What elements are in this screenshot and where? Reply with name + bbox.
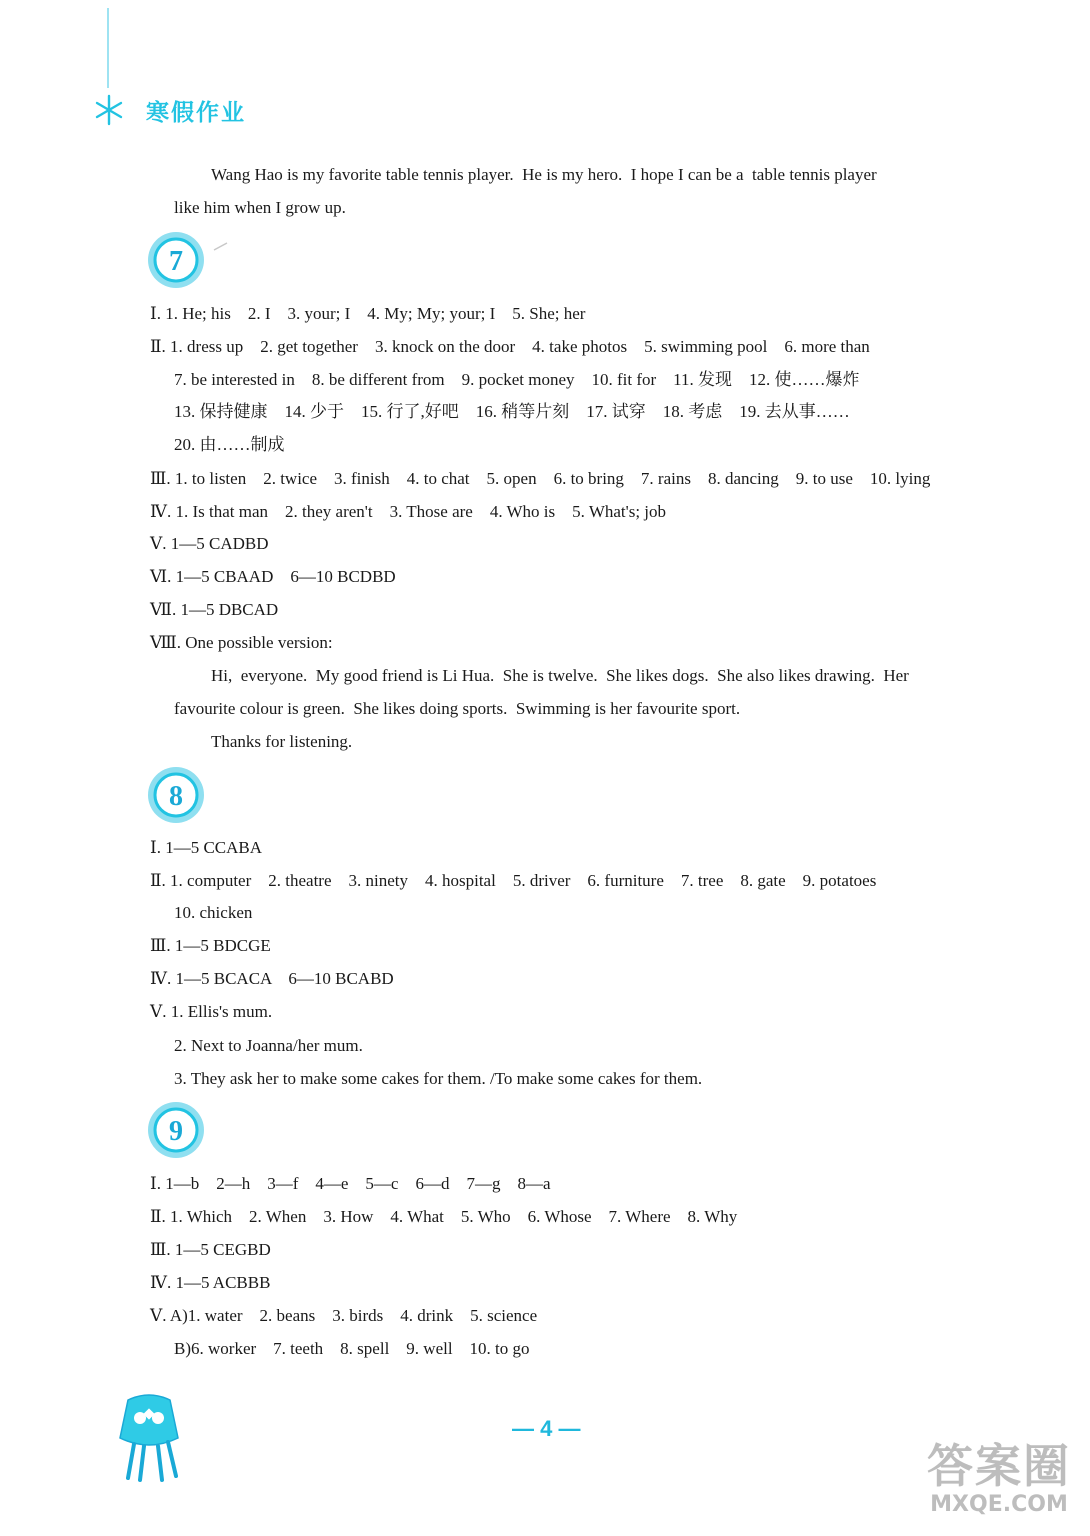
s7-line: Ⅷ. One possible version: [150, 633, 333, 652]
watermark-chars: 答案圈 [927, 1439, 1071, 1493]
section-8-badge [146, 765, 206, 825]
s8-line: Ⅲ. 1—5 BDCGE [150, 936, 271, 955]
s8-line: 2. Next to Joanna/her mum. [174, 1036, 363, 1055]
section-9-badge [146, 1100, 206, 1160]
s8-line: 3. They ask her to make some cakes for them. /To make some cakes for them. [174, 1069, 703, 1088]
watermark-url: MXQE.COM [930, 1492, 1068, 1517]
intro-line-2: like him when I grow up. [174, 198, 346, 217]
s7-line: 13. 保持健康 14. 少于 15. 行了,好吧 16. 稍等片刻 17. 试穿 18. 考虑 19. 去从事…… [174, 402, 850, 421]
s7-line: Ⅱ. 1. dress up 2. get together 3. knock on the door 4. take photos 5. swimming pool 6. more than [150, 337, 870, 356]
s8-line: Ⅴ. 1. Ellis's mum. [150, 1002, 273, 1021]
s7-line: 7. be interested in 8. be different from 9. pocket money 10. fit for 11. 发现 12. 使……爆炸 [174, 370, 860, 389]
s9-line: Ⅳ. 1—5 ACBBB [150, 1273, 271, 1292]
s7-line: Ⅲ. 1. to listen 2. twice 3. finish 4. to chat 5. open 6. to bring 7. rains 8. dancing 9. to use 10. lying [150, 469, 931, 488]
s8-line: Ⅱ. 1. computer 2. theatre 3. ninety 4. hospital 5. driver 6. furniture 7. tree 8. gate 9. potatoes [150, 871, 877, 890]
section-9-number: 9 [169, 1116, 183, 1147]
snowflake-icon [92, 93, 126, 127]
s9-line: Ⅲ. 1—5 CEGBD [150, 1240, 271, 1259]
intro-line-1: Wang Hao is my favorite table tennis player. He is my hero. I hope I can be a table tennis player [211, 165, 877, 184]
s9-line: B)6. worker 7. teeth 8. spell 9. well 10. to go [174, 1339, 530, 1358]
section-8-number: 8 [169, 781, 183, 812]
s7-line: Ⅶ. 1—5 DBCAD [150, 600, 279, 619]
s7-line: Hi, everyone. My good friend is Li Hua. She is twelve. She likes dogs. She also likes drawing. Her [211, 666, 909, 685]
mascot-icon [110, 1388, 188, 1484]
s7-line: Ⅳ. 1. Is that man 2. they aren't 3. Those are 4. Who is 5. What's; job [150, 502, 667, 521]
s7-line: Thanks for listening. [211, 732, 353, 751]
watermark [914, 1440, 1084, 1532]
section-7-number: 7 [169, 246, 183, 277]
header-title: 寒假作业 [146, 100, 246, 126]
header-vertical-line [107, 8, 109, 88]
s7-line: Ⅰ. 1. He; his 2. I 3. your; I 4. My; My; your; I 5. She; her [150, 304, 586, 323]
s7-line: Ⅴ. 1—5 CADBD [150, 534, 269, 553]
section-7-badge [146, 230, 206, 290]
page-number: — 4 — [512, 1416, 581, 1441]
s9-line: Ⅰ. 1—b 2—h 3—f 4—e 5—c 6—d 7—g 8—a [150, 1174, 551, 1193]
s8-line: Ⅳ. 1—5 BCACA 6—10 BCABD [150, 969, 394, 988]
s9-line: Ⅴ. A)1. water 2. beans 3. birds 4. drink 5. science [150, 1306, 538, 1325]
s8-line: Ⅰ. 1—5 CCABA [150, 838, 263, 857]
s9-line: Ⅱ. 1. Which 2. When 3. How 4. What 5. Who 6. Whose 7. Where 8. Why [150, 1207, 738, 1226]
s7-line: 20. 由……制成 [174, 435, 285, 454]
s8-line: 10. chicken [174, 903, 253, 922]
s7-line: Ⅵ. 1—5 CBAAD 6—10 BCDBD [150, 567, 396, 586]
s7-line: favourite colour is green. She likes doing sports. Swimming is her favourite sport. [174, 699, 741, 718]
stray-mark [212, 240, 230, 254]
